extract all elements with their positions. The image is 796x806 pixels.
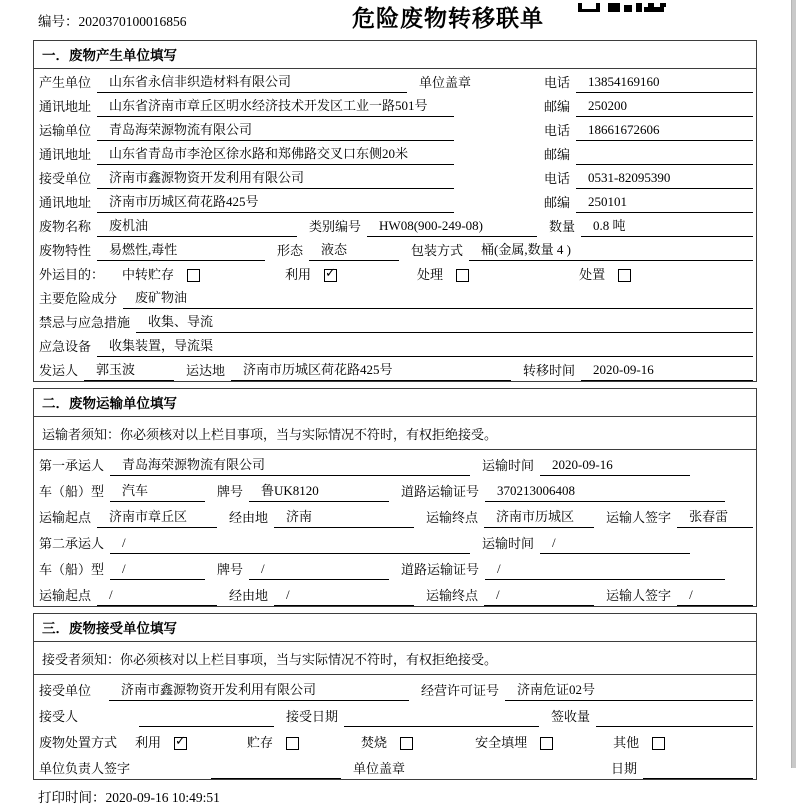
route-start-label: 运输起点 <box>39 588 92 603</box>
disposal-label: 废物处置方式 <box>39 735 118 750</box>
serial-label: 编号： <box>38 14 79 29</box>
print-time <box>38 786 796 806</box>
emergency-value: 收集、导流 <box>136 311 753 333</box>
route-end-label: 运输终点 <box>426 588 479 603</box>
receiver-label: 接受单位 <box>39 171 92 186</box>
route-end-value: / <box>484 587 594 606</box>
vehicle2-row <box>34 554 756 580</box>
section-3-title: 三．废物接受单位填写 <box>34 614 756 642</box>
vehicle-type-value: 汽车 <box>110 480 205 502</box>
form-label: 形态 <box>277 243 304 258</box>
option-label: 安全填埋 <box>475 735 528 750</box>
transporter-value: 青岛海荣源物流有限公司 <box>97 119 454 141</box>
scrollbar[interactable] <box>791 0 796 768</box>
date-value <box>643 776 753 779</box>
option-label: 中转贮存 <box>122 267 175 282</box>
plate-value: / <box>249 561 389 580</box>
waste-name-value: 废机油 <box>97 215 297 237</box>
producer-address-row <box>34 93 756 117</box>
checkbox <box>187 269 200 282</box>
quantity-value: 0.8 吨 <box>581 215 753 237</box>
form-header <box>0 0 796 40</box>
address-label: 通讯地址 <box>39 195 92 210</box>
transport-time-value: 2020-09-16 <box>540 457 690 476</box>
checkbox <box>324 269 337 282</box>
checkbox <box>618 269 631 282</box>
phone-label: 电话 <box>544 123 571 138</box>
plate-value: 鲁UK8120 <box>249 480 389 502</box>
packaging-label: 包装方式 <box>411 243 464 258</box>
transfer-purpose-row <box>34 261 756 285</box>
permit-label: 经营许可证号 <box>421 683 500 698</box>
carrier-sign-label: 运输人签字 <box>606 588 672 603</box>
responsible-sign-row <box>34 753 756 779</box>
route-start-value: / <box>97 587 217 606</box>
carrier1-value: 青岛海荣源物流有限公司 <box>110 454 470 476</box>
phone-label: 电话 <box>544 75 571 90</box>
section-receiver <box>33 613 757 780</box>
producer-row <box>34 69 756 93</box>
transport-time-label: 运输时间 <box>482 458 535 473</box>
carrier1-label: 第一承运人 <box>39 458 105 473</box>
receiver-row <box>34 165 756 189</box>
route-via-value: 济南 <box>274 506 414 528</box>
option-label: 处置 <box>579 267 606 282</box>
checkbox <box>456 269 469 282</box>
date-label: 日期 <box>611 761 638 776</box>
route-start-value: 济南市章丘区 <box>97 506 217 528</box>
serial-value: 2020370100016856 <box>78 14 187 29</box>
transfer-time-value: 2020-09-16 <box>581 362 753 381</box>
emergency-measures-row <box>34 309 756 333</box>
signed-amount-value <box>596 724 753 727</box>
checkbox <box>286 737 299 750</box>
producer-phone-value: 13854169160 <box>576 74 753 93</box>
unit-seal-label: 单位盖章 <box>353 761 406 776</box>
carrier2-label: 第二承运人 <box>39 536 105 551</box>
checkbox <box>652 737 665 750</box>
option-label: 其他 <box>613 735 640 750</box>
print-time-value: 2020-09-16 10:49:51 <box>105 790 220 805</box>
phone-label: 电话 <box>544 171 571 186</box>
vehicle-type-label: 车（船）型 <box>39 484 105 499</box>
signed-amount-label: 签收量 <box>551 709 591 724</box>
equipment-value: 收集装置，导流渠 <box>97 335 753 357</box>
receiver-value: 济南市鑫源物资开发利用有限公司 <box>97 167 454 189</box>
producer-label: 产生单位 <box>39 75 92 90</box>
transporter-row <box>34 117 756 141</box>
route-end-label: 运输终点 <box>426 510 479 525</box>
category-label: 类别编号 <box>309 219 362 234</box>
waste-name-row <box>34 213 756 237</box>
purpose-option-storage <box>122 264 200 285</box>
plate-label: 牌号 <box>217 484 244 499</box>
shipper-label: 发运人 <box>39 363 79 378</box>
vehicle-type-value: / <box>110 561 205 580</box>
zip-label: 邮编 <box>544 147 571 162</box>
receive-unit-label: 接受单位 <box>39 683 92 698</box>
option-label: 利用 <box>135 735 162 750</box>
disposal-option-incinerate <box>361 732 413 753</box>
destination-label: 运达地 <box>186 363 226 378</box>
disposal-method-row <box>34 727 756 753</box>
road-license-label: 道路运输证号 <box>401 484 480 499</box>
section-1-title: 一．废物产生单位填写 <box>34 41 756 69</box>
checkbox <box>540 737 553 750</box>
emergency-equipment-row <box>34 333 756 357</box>
receive-unit-row <box>34 675 756 701</box>
carrier1-row <box>34 450 756 476</box>
receiver-address-value: 济南市历城区荷花路425号 <box>97 191 454 213</box>
address-label: 通讯地址 <box>39 147 92 162</box>
section-producer <box>33 40 757 382</box>
route2-row <box>34 580 756 606</box>
checkbox <box>400 737 413 750</box>
vehicle1-row <box>34 476 756 502</box>
hazard-value: 废矿物油 <box>123 287 753 309</box>
disposal-option-other <box>613 732 665 753</box>
carrier-sign-label: 运输人签字 <box>606 510 672 525</box>
waste-traits-row <box>34 237 756 261</box>
emergency-label: 禁忌与应急措施 <box>39 315 131 330</box>
receiver-zip-value: 250101 <box>576 194 753 213</box>
transporter-zip-value <box>576 162 753 165</box>
option-label: 利用 <box>285 267 312 282</box>
permit-value: 济南危证02号 <box>505 679 753 701</box>
destination-value: 济南市历城区荷花路425号 <box>231 359 511 381</box>
receiver-phone-value: 0531-82095390 <box>576 170 753 189</box>
page-title: 危险废物转移联单 <box>352 6 544 31</box>
option-label: 处理 <box>417 267 444 282</box>
traits-value: 易燃性,毒性 <box>97 239 265 261</box>
producer-address-value: 山东省济南市章丘区明水经济技术开发区工业一路501号 <box>97 95 454 117</box>
purpose-option-treat <box>417 264 469 285</box>
receiver-notice: 接受者须知：你必须核对以上栏目事项，当与实际情况不符时，有权拒绝接受。 <box>34 642 756 675</box>
purpose-option-dispose <box>579 264 631 285</box>
transporter-notice: 运输者须知：你必须核对以上栏目事项，当与实际情况不符时，有权拒绝接受。 <box>34 417 756 450</box>
route-start-label: 运输起点 <box>39 510 92 525</box>
accept-date-value <box>344 724 539 727</box>
vehicle-type-label: 车（船）型 <box>39 562 105 577</box>
zip-label: 邮编 <box>544 99 571 114</box>
section-transporter <box>33 388 757 607</box>
route-end-value: 济南市历城区 <box>484 506 594 528</box>
accept-date-label: 接受日期 <box>286 709 339 724</box>
shipper-value: 郭玉波 <box>84 359 174 381</box>
seal-label: 单位盖章 <box>419 75 472 90</box>
responsible-sign-label: 单位负责人签字 <box>39 761 131 776</box>
address-label: 通讯地址 <box>39 99 92 114</box>
carrier2-value: / <box>110 535 470 554</box>
traits-label: 废物特性 <box>39 243 92 258</box>
route1-row <box>34 502 756 528</box>
section-2-title: 二．废物运输单位填写 <box>34 389 756 417</box>
route-via-label: 经由地 <box>229 588 269 603</box>
receive-unit-value: 济南市鑫源物资开发利用有限公司 <box>109 679 409 701</box>
category-value: HW08(900-249-08) <box>367 218 537 237</box>
waste-name-label: 废物名称 <box>39 219 92 234</box>
equipment-label: 应急设备 <box>39 339 92 354</box>
road-license-label: 道路运输证号 <box>401 562 480 577</box>
transfer-time-label: 转移时间 <box>523 363 576 378</box>
zip-label: 邮编 <box>544 195 571 210</box>
transporter-label: 运输单位 <box>39 123 92 138</box>
producer-zip-value: 250200 <box>576 98 753 117</box>
producer-value: 山东省永信非织造材料有限公司 <box>97 71 407 93</box>
purpose-option-utilize <box>285 264 337 285</box>
transporter-phone-value: 18661672606 <box>576 122 753 141</box>
disposal-option-utilize <box>135 732 187 753</box>
hazard-component-row <box>34 285 756 309</box>
accept-row <box>34 701 756 727</box>
route-via-label: 经由地 <box>229 510 269 525</box>
transporter-address-row <box>34 141 756 165</box>
form-value: 液态 <box>309 239 399 261</box>
checkbox <box>174 737 187 750</box>
transport-time-label: 运输时间 <box>482 536 535 551</box>
acceptor-value <box>139 724 274 727</box>
packaging-value: 桶(金属,数量 4 ) <box>469 239 753 261</box>
qr-code-fragment-icon <box>578 0 666 16</box>
acceptor-label: 接受人 <box>39 709 79 724</box>
carrier-sign-value: / <box>677 587 753 606</box>
carrier2-row <box>34 528 756 554</box>
transporter-address-value: 山东省青岛市李沧区徐水路和郑佛路交叉口东侧20米 <box>97 143 454 165</box>
option-label: 焚烧 <box>361 735 388 750</box>
dispatch-row <box>34 357 756 381</box>
transport-time-value: / <box>540 535 690 554</box>
disposal-option-storage <box>247 732 299 753</box>
quantity-label: 数量 <box>549 219 576 234</box>
road-license-value: 370213006408 <box>485 483 725 502</box>
hazard-label: 主要危险成分 <box>39 291 118 306</box>
option-label: 贮存 <box>247 735 274 750</box>
disposal-option-landfill <box>475 732 553 753</box>
road-license-value: / <box>485 561 725 580</box>
plate-label: 牌号 <box>217 562 244 577</box>
print-time-label: 打印时间： <box>38 790 106 805</box>
purpose-label: 外运目的： <box>39 267 105 282</box>
route-via-value: / <box>274 587 414 606</box>
carrier-sign-value: 张春雷 <box>677 506 753 528</box>
receiver-address-row <box>34 189 756 213</box>
responsible-sign-value <box>211 776 341 779</box>
